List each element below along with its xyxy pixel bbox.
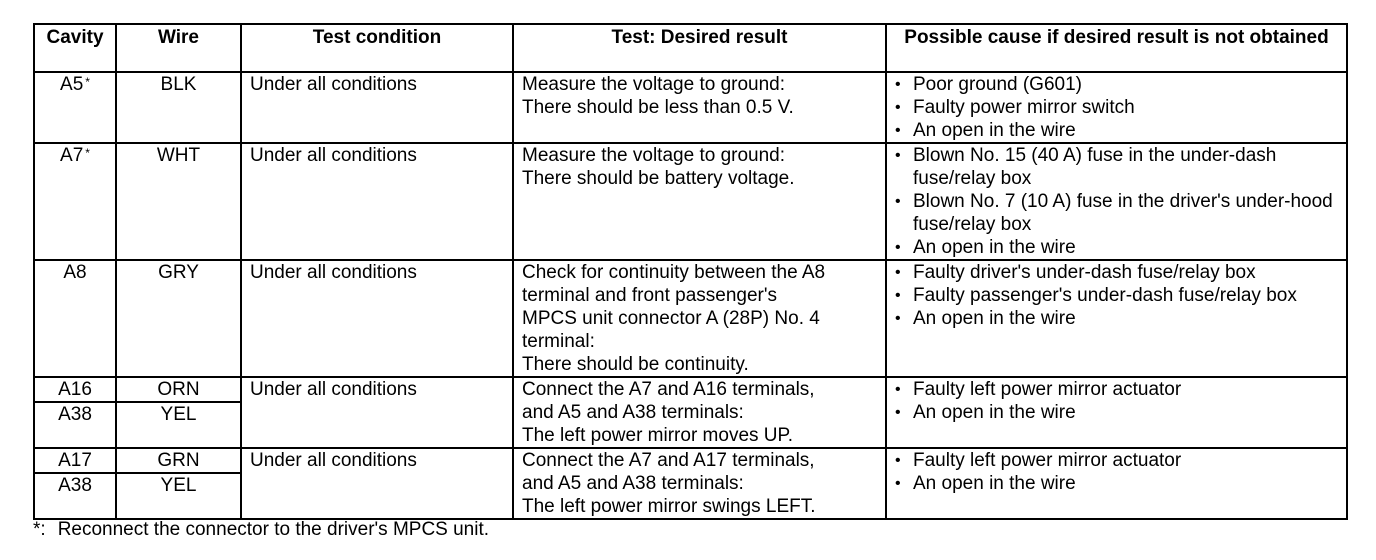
cavity-cell: A16 <box>34 377 116 402</box>
cavity-cell: A38 <box>34 402 116 448</box>
table-row <box>34 72 1347 143</box>
table-row <box>34 448 1347 473</box>
list-item: • An open in the wire <box>895 236 1338 259</box>
footnote-text: Reconnect the connector to the driver's MPCS unit. <box>57 519 490 540</box>
result-cell: Connect the A7 and A17 terminals, and A5 and A38 terminals: The left power mirror swings LEFT. <box>513 448 886 519</box>
list-item: • Faulty driver's under-dash fuse/relay box <box>895 261 1338 284</box>
wire-cell: GRN <box>116 448 241 473</box>
list-item: • Blown No. 15 (40 A) fuse in the under-dash fuse/relay box <box>895 144 1338 190</box>
list-item: • Faulty left power mirror actuator <box>895 449 1338 472</box>
list-item: • An open in the wire <box>895 119 1338 142</box>
cause-cell <box>886 260 1347 377</box>
header-result: Test: Desired result <box>513 24 886 72</box>
result-cell: Measure the voltage to ground: There should be battery voltage. <box>513 143 886 260</box>
header-wire: Wire <box>116 24 241 72</box>
result-cell: Measure the voltage to ground: There should be less than 0.5 V. <box>513 72 886 143</box>
wire-cell: YEL <box>116 402 241 448</box>
cause-cell <box>886 448 1347 519</box>
condition-cell: Under all conditions <box>241 72 513 143</box>
table-row <box>34 377 1347 402</box>
header-cause: Possible cause if desired result is not obtained <box>886 24 1347 72</box>
cause-cell <box>886 377 1347 448</box>
list-item: • Poor ground (G601) <box>895 73 1338 96</box>
list-item: • Faulty passenger's under-dash fuse/relay box <box>895 284 1338 307</box>
header-row <box>34 24 1347 72</box>
list-item: • An open in the wire <box>895 401 1338 424</box>
wire-cell: WHT <box>116 143 241 260</box>
cavity-cell: A7 * <box>34 143 116 260</box>
condition-cell: Under all conditions <box>241 377 513 448</box>
list-item: • Blown No. 7 (10 A) fuse in the driver's under-hood fuse/relay box <box>895 190 1338 236</box>
header-condition: Test condition <box>241 24 513 72</box>
list-item: • Faulty left power mirror actuator <box>895 378 1338 401</box>
result-cell: Check for continuity between the A8 terminal and front passenger's MPCS unit connector A (28P) No. 4 terminal: There should be continuity. <box>513 260 886 377</box>
table-row <box>34 143 1347 260</box>
wire-cell: GRY <box>116 260 241 377</box>
cavity-cell: A5 * <box>34 72 116 143</box>
footnote-mark: *: <box>33 519 46 540</box>
wire-cell: YEL <box>116 473 241 519</box>
table-row <box>34 260 1347 377</box>
footnote <box>33 518 489 541</box>
cavity-cell: A38 <box>34 473 116 519</box>
condition-cell: Under all conditions <box>241 143 513 260</box>
wire-cell: ORN <box>116 377 241 402</box>
header-cavity: Cavity <box>34 24 116 72</box>
test-table <box>33 23 1348 520</box>
result-cell: Connect the A7 and A16 terminals, and A5 and A38 terminals: The left power mirror moves UP. <box>513 377 886 448</box>
list-item: • An open in the wire <box>895 307 1338 330</box>
condition-cell: Under all conditions <box>241 448 513 519</box>
cause-cell <box>886 72 1347 143</box>
cavity-cell: A17 <box>34 448 116 473</box>
condition-cell: Under all conditions <box>241 260 513 377</box>
list-item: • An open in the wire <box>895 472 1338 495</box>
cavity-cell: A8 <box>34 260 116 377</box>
wire-cell: BLK <box>116 72 241 143</box>
cause-cell <box>886 143 1347 260</box>
list-item: • Faulty power mirror switch <box>895 96 1338 119</box>
